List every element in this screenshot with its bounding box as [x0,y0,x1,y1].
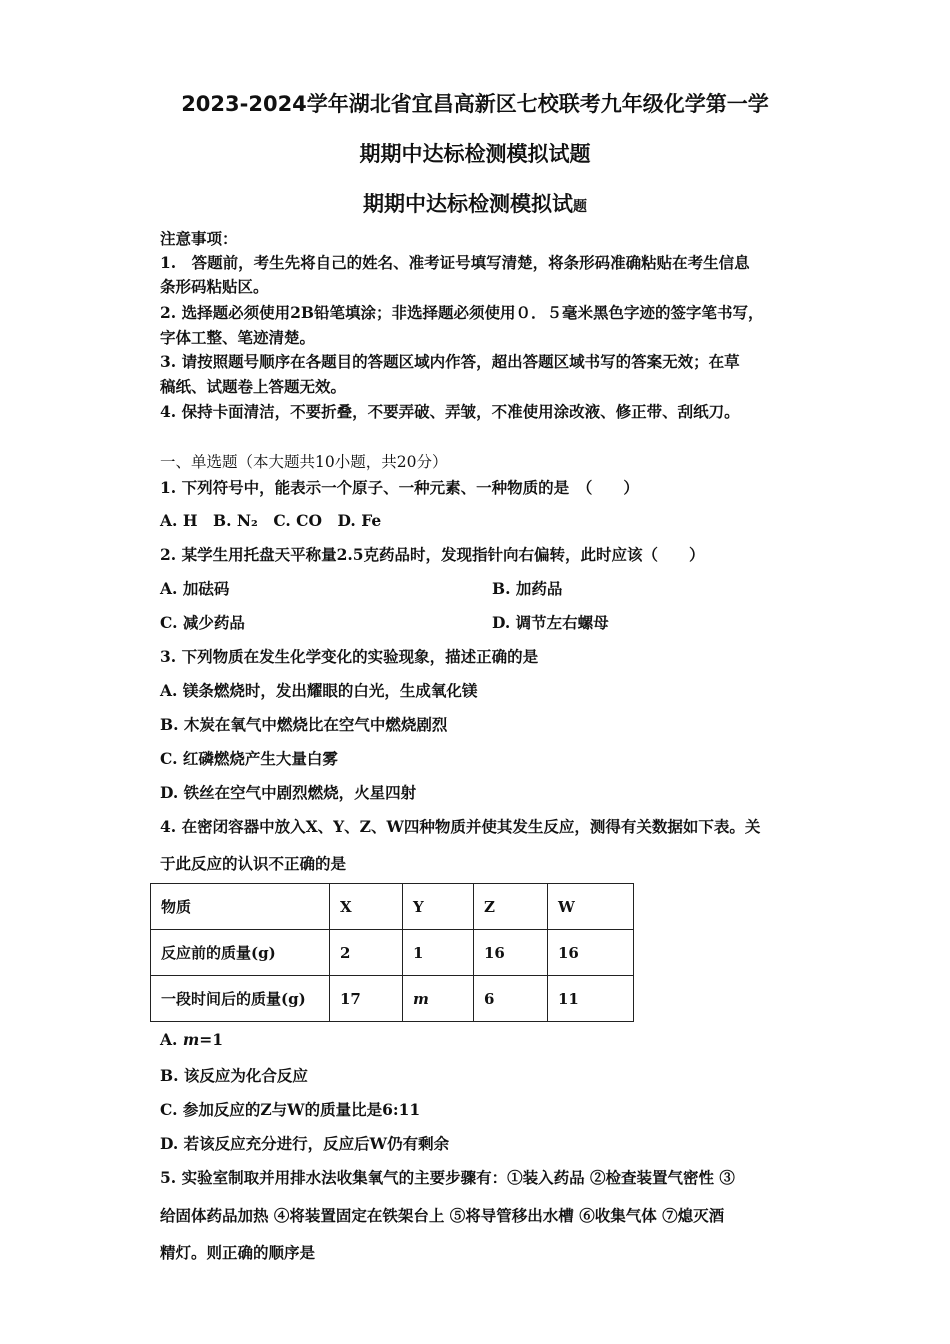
table-row [151,884,634,930]
q2-option-d: D. 调节左右螺母 [492,613,609,632]
title-line-2: 期期中达标检测模拟试题 [359,142,591,166]
q4-option-b: B. 该反应为化合反应 [160,1066,308,1085]
q3-option-c: C. 红磷燃烧产生大量白雾 [160,749,338,768]
q4-option-a-prefix: A. [160,1030,183,1049]
q1-stem: 1. 下列符号中，能表示一个原子、一种元素、一种物质的是 （ ） [160,478,639,497]
note-1a: 1. 答题前，考生先将自己的姓名、准考证号填写清楚，将条形码准确粘贴在考生信息 [160,253,750,272]
notes-heading: 注意事项： [160,229,238,248]
section-heading: 一、单选题（本大题共10小题，共20分） [160,453,448,471]
q2-option-c: C. 减少药品 [160,613,245,632]
note-3a: 3. 请按照题号顺序在各题目的答题区域内作答，超出答题区域书写的答案无效；在草 [160,352,740,371]
q4-option-d: D. 若该反应充分进行，反应后W仍有剩余 [160,1134,450,1153]
q5-line-1: 5. 实验室制取并用排水法收集氧气的主要步骤有：①装入药品 ②检查装置气密性 ③ [160,1168,735,1187]
table-cell: 17 [330,976,403,1022]
table-cell: 11 [548,976,634,1022]
table-cell: W [548,884,634,930]
note-2b: 字体工整、笔迹清楚。 [160,328,316,347]
table-cell: Y [403,884,474,930]
table-cell: 物质 [151,884,330,930]
q4-stem-line-1: 4. 在密闭容器中放入X、Y、Z、W四种物质并使其发生反应，测得有关数据如下表。关 [160,817,761,836]
title-line-3 [0,188,950,218]
q4-data-table [150,883,634,1022]
title-line-3-small: 题 [573,199,587,215]
table-cell: 1 [403,930,474,976]
table-cell: X [330,884,403,930]
table-row [151,976,634,1022]
table-cell: 6 [474,976,548,1022]
note-4: 4. 保持卡面清洁，不要折叠，不要弄破、弄皱，不准使用涂改液、修正带、刮纸刀。 [160,402,740,421]
q4-option-a [160,1030,223,1049]
table-cell: 16 [474,930,548,976]
table-cell: 16 [548,930,634,976]
note-2a: 2. 选择题必须使用2B铅笔填涂；非选择题必须使用０．５毫米黑色字迹的签字笔书写， [160,303,764,322]
q4-option-a-var: m [182,1030,200,1049]
q2-option-a: A. 加砝码 [160,579,230,598]
q1-options: A. H B. N₂ C. CO D. Fe [160,511,382,530]
table-cell: 一段时间后的质量(g) [151,976,330,1022]
q3-option-a: A. 镁条燃烧时，发出耀眼的白光，生成氧化镁 [160,681,478,700]
note-1b: 条形码粘贴区。 [160,277,269,296]
q2-stem: 2. 某学生用托盘天平称量2.5克药品时，发现指针向右偏转，此时应该（ ） [160,545,705,564]
table-row [151,930,634,976]
q5-line-2: 给固体药品加热 ④将装置固定在铁架台上 ⑤将导管移出水槽 ⑥收集气体 ⑦熄灭酒 [160,1206,725,1225]
table-cell: Z [474,884,548,930]
q5-line-3: 精灯。则正确的顺序是 [160,1243,316,1262]
q2-option-b: B. 加药品 [492,579,563,598]
title-line-3-main: 期期中达标检测模拟试 [363,192,573,216]
q4-option-a-rest: =1 [199,1030,224,1049]
title-line-1: 2023-2024学年湖北省宜昌高新区七校联考九年级化学第一学 [181,92,769,116]
q4-option-c: C. 参加反应的Z与W的质量比是6:11 [160,1100,421,1119]
table-cell: 2 [330,930,403,976]
q4-stem-line-2: 于此反应的认识不正确的是 [160,854,347,873]
q3-stem: 3. 下列物质在发生化学变化的实验现象，描述正确的是 [160,647,539,666]
q3-option-d: D. 铁丝在空气中剧烈燃烧，火星四射 [160,783,417,802]
note-3b: 稿纸、试题卷上答题无效。 [160,377,347,396]
q3-option-b: B. 木炭在氧气中燃烧比在空气中燃烧剧烈 [160,715,448,734]
table-cell: m [403,976,474,1022]
table-cell: 反应前的质量(g) [151,930,330,976]
